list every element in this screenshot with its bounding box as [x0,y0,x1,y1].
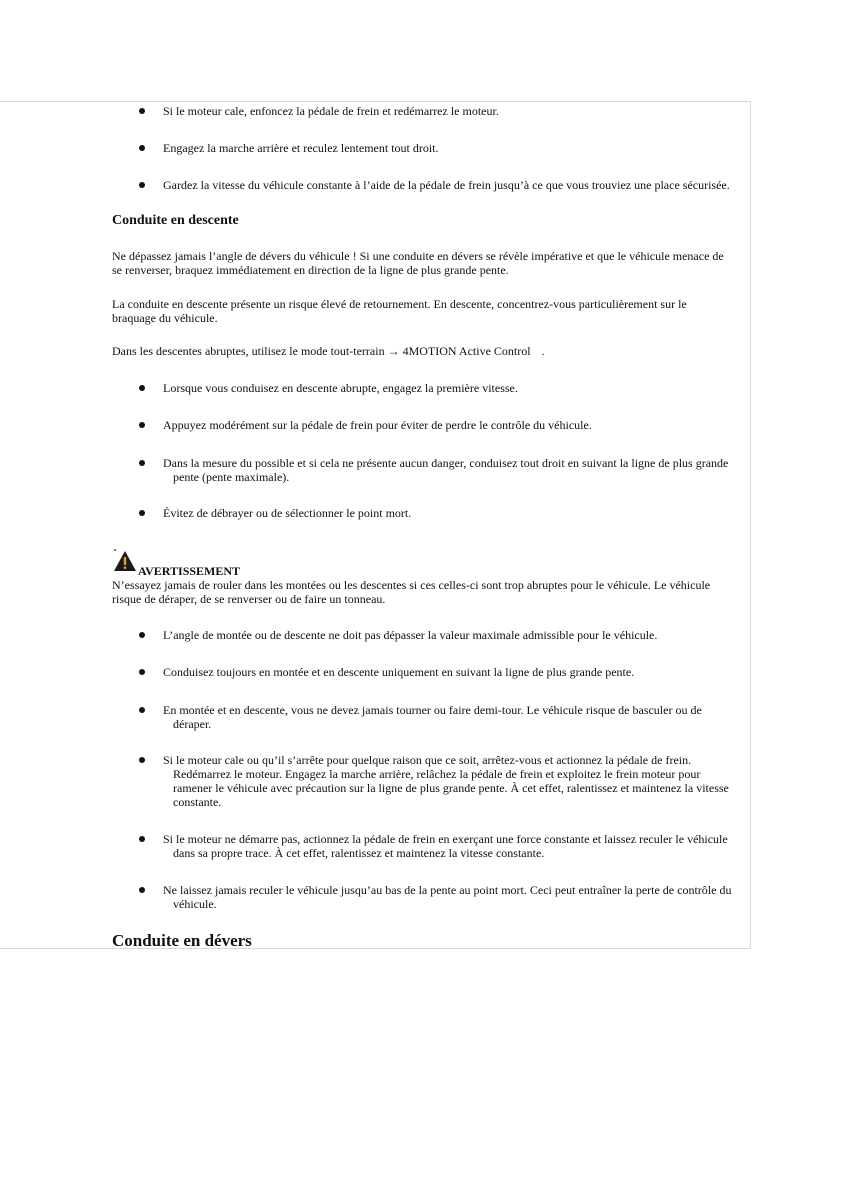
list-item-text: Si le moteur cale, enfoncez la pédale de frein et redémarrez le moteur. [163,104,499,118]
list-item [139,456,739,484]
list-item-line: véhicule. [173,897,217,911]
list-item-line: En montée et en descente, vous ne devez jamais tourner ou faire demi-tour. Le véhicule risque de basculer ou de [163,703,702,717]
paragraph-text: Dans les descentes abruptes, utilisez le mode tout-terrain → [112,344,400,358]
list-item-text [139,832,739,860]
bullet-icon [139,422,145,428]
bullet-icon [139,385,145,391]
list-item [139,506,739,520]
bullet-icon [139,887,145,893]
bullet-icon [139,460,145,466]
list-item-line: ramener le véhicule avec précaution sur la ligne de plus grande pente. À cet effet, ralentissez et maintenez la vitesse [173,781,729,795]
bullet-icon [139,632,145,638]
list-item-line: Si le moteur ne démarre pas, actionnez la pédale de frein en exerçant une force constante et laissez reculer le véhicule [163,832,728,846]
paragraph-line: se renverser, braquez immédiatement en direction de la ligne de plus grande pente. [112,263,509,277]
list-item-line: Si le moteur cale ou qu’il s’arrête pour quelque raison que ce soit, arrêtez-vous et actionnez la pédale de frein. [163,753,692,767]
warning-paragraph [112,578,737,606]
paragraph-line: La conduite en descente présente un risque élevé de retournement. En descente, concentrez-vous particulièrement sur le [112,297,687,311]
list-item [139,703,739,731]
list-item [139,178,739,192]
list-item [139,418,739,432]
list-item-text [139,456,739,484]
list-item-text [139,703,739,731]
paragraph-line: risque de déraper, de se renverser ou de faire un tonneau. [112,592,386,606]
paragraph [112,344,737,358]
bullet-icon [139,669,145,675]
bullet-icon [139,510,145,516]
list-item-text: Conduisez toujours en montée et en descente uniquement en suivant la ligne de plus grande pente. [163,665,635,679]
warning-label: AVERTISSEMENT [138,564,241,578]
section-heading-devers: Conduite en dévers [112,931,252,950]
list-item-text: Évitez de débrayer ou de sélectionner le point mort. [163,506,412,520]
bullet-icon [139,182,145,188]
list-item-text: Gardez la vitesse du véhicule constante à l’aide de la pédale de frein jusqu’à ce que vous trouviez une place sécurisée. [163,178,730,192]
list-item [139,104,739,118]
link-4motion-active-control[interactable]: 4MOTION Active Control [402,344,531,358]
paragraph-end: . [541,344,545,358]
list-item-line: déraper. [173,717,212,731]
list-item [139,832,739,860]
bullet-icon [139,108,145,114]
list-item-text [139,753,739,809]
warning-triangle-icon [113,550,137,572]
paragraph [112,297,737,325]
list-item-text: Lorsque vous conduisez en descente abrupte, engagez la première vitesse. [163,381,518,395]
list-item-line: Ne laissez jamais reculer le véhicule jusqu’au bas de la pente au point mort. Ceci peut entraîner la perte de contrôle du [163,883,732,897]
list-item-text [139,883,739,911]
bullet-icon [139,145,145,151]
bullet-icon [139,757,145,763]
list-item-text: L’angle de montée ou de descente ne doit pas dépasser la valeur maximale admissible pour le véhicule. [163,628,658,642]
list-item-line: pente (pente maximale). [173,470,290,484]
paragraph [112,249,737,277]
section-heading-descente: Conduite en descente [112,213,239,228]
list-item [139,753,739,809]
paragraph-line: Ne dépassez jamais l’angle de dévers du véhicule ! Si une conduite en dévers se révèle impérative et que le véhicule menace de [112,249,724,263]
list-item [139,883,739,911]
list-item-line: dans sa propre trace. À cet effet, ralentissez et maintenez la vitesse constante. [173,846,545,860]
bullet-icon [139,836,145,842]
list-item [139,381,739,395]
list-item-text: Engagez la marche arrière et reculez lentement tout droit. [163,141,439,155]
list-item-line: constante. [173,795,222,809]
list-item-line: Dans la mesure du possible et si cela ne présente aucun danger, conduisez tout droit en suivant la ligne de plus grande [163,456,729,470]
list-item-line: Redémarrez le moteur. Engagez la marche arrière, relâchez la pédale de frein et exploitez le frein moteur pour [173,767,701,781]
bullet-icon [139,707,145,713]
list-item-text: Appuyez modérément sur la pédale de frein pour éviter de perdre le contrôle du véhicule. [163,418,592,432]
paragraph-line: N’essayez jamais de rouler dans les montées ou les descentes si ces celles-ci sont trop abruptes pour le véhicule. Le véhicule [112,578,711,592]
list-item [139,628,739,642]
list-item [139,141,739,155]
list-item [139,665,739,679]
paragraph-line: braquage du véhicule. [112,311,218,325]
